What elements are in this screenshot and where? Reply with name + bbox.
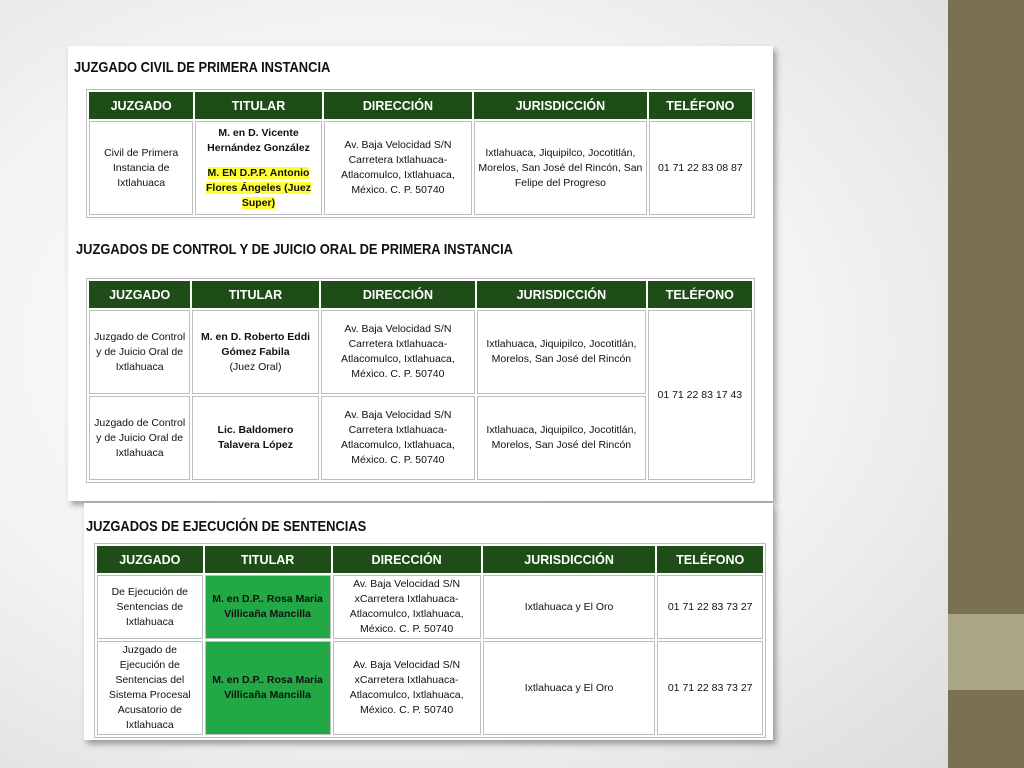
table-header-row — [89, 281, 752, 308]
table-header-row — [89, 92, 752, 119]
table-row — [97, 641, 763, 735]
header-jurisdiccion: JURISDICCIÓN — [474, 92, 647, 119]
cell-titular: Lic. Baldomero Talavera López — [192, 396, 318, 480]
header-juzgado: JUZGADO — [89, 281, 190, 308]
header-direccion: DIRECCIÓN — [324, 92, 472, 119]
cell-juzgado: De Ejecución de Sentencias de Ixtlahuaca — [97, 575, 203, 639]
titular-highlighted-name: M. EN D.P.P. Antonio Flores Ángeles (Juez Super) — [205, 166, 312, 209]
document-panel-upper — [68, 46, 773, 501]
header-telefono: TELÉFONO — [648, 281, 752, 308]
cell-titular — [195, 121, 321, 215]
table-row — [97, 575, 763, 639]
header-titular: TITULAR — [205, 546, 331, 573]
table-row — [89, 310, 752, 394]
section-title-civil: JUZGADO CIVIL DE PRIMERA INSTANCIA — [74, 59, 331, 76]
header-telefono: TELÉFONO — [657, 546, 763, 573]
titular-note: (Juez Oral) — [229, 360, 282, 373]
table-juzgado-civil — [86, 89, 755, 218]
titular-name: M. en D. Vicente Hernández González — [207, 126, 310, 154]
header-jurisdiccion: JURISDICCIÓN — [483, 546, 656, 573]
header-direccion: DIRECCIÓN — [333, 546, 481, 573]
cell-direccion: Av. Baja Velocidad S/N xCarretera Ixtlahuaca- Atlacomulco, Ixtlahuaca, México. C. P. 50740 — [333, 641, 481, 735]
cell-juzgado: Juzgado de Ejecución de Sentencias del Sistema Procesal Acusatorio de Ixtlahuaca — [97, 641, 203, 735]
header-jurisdiccion: JURISDICCIÓN — [477, 281, 646, 308]
section-title-ejecucion: JUZGADOS DE EJECUCIÓN DE SENTENCIAS — [86, 518, 367, 535]
header-titular: TITULAR — [192, 281, 318, 308]
header-juzgado: JUZGADO — [89, 92, 193, 119]
header-titular: TITULAR — [195, 92, 321, 119]
header-direccion: DIRECCIÓN — [321, 281, 475, 308]
cell-jurisdiccion: Ixtlahuaca y El Oro — [483, 575, 656, 639]
cell-telefono: 01 71 22 83 73 27 — [657, 575, 763, 639]
cell-telefono: 01 71 22 83 08 87 — [649, 121, 752, 215]
cell-juzgado: Juzgado de Control y de Juicio Oral de Ixtlahuaca — [89, 396, 190, 480]
cell-juzgado: Juzgado de Control y de Juicio Oral de Ixtlahuaca — [89, 310, 190, 394]
cell-jurisdiccion: Ixtlahuaca, Jiquipilco, Jocotitlán, Morelos, San José del Rincón — [477, 396, 646, 480]
cell-titular: M. en D.P.. Rosa Maria Villicaña Mancilla — [205, 641, 331, 735]
cell-direccion: Av. Baja Velocidad S/N xCarretera Ixtlahuaca- Atlacomulco, Ixtlahuaca, México. C. P. 50740 — [333, 575, 481, 639]
table-juzgados-control — [86, 278, 755, 483]
cell-direccion: Av. Baja Velocidad S/N Carretera Ixtlahuaca- Atlacomulco, Ixtlahuaca, México. C. P. 50740 — [324, 121, 472, 215]
cell-juzgado: Civil de Primera Instancia de Ixtlahuaca — [89, 121, 193, 215]
cell-jurisdiccion: Ixtlahuaca, Jiquipilco, Jocotitlán, Morelos, San José del Rincón, San Felipe del Progreso — [474, 121, 647, 215]
side-decoration-accent — [948, 614, 1024, 690]
document-panel-lower — [84, 503, 773, 740]
cell-telefono: 01 71 22 83 17 43 — [648, 310, 752, 480]
cell-jurisdiccion: Ixtlahuaca, Jiquipilco, Jocotitlán, Morelos, San José del Rincón — [477, 310, 646, 394]
cell-titular: M. en D.P.. Rosa Maria Villicaña Mancilla — [205, 575, 331, 639]
titular-name: M. en D. Roberto Eddi Gómez Fabila — [200, 330, 311, 358]
table-juzgados-ejecucion — [94, 543, 766, 738]
header-telefono: TELÉFONO — [649, 92, 752, 119]
cell-titular — [192, 310, 318, 394]
cell-telefono: 01 71 22 83 73 27 — [657, 641, 763, 735]
table-header-row — [97, 546, 763, 573]
header-juzgado: JUZGADO — [97, 546, 203, 573]
table-row — [89, 121, 752, 215]
cell-jurisdiccion: Ixtlahuaca y El Oro — [483, 641, 656, 735]
section-title-control-juicio-oral: JUZGADOS DE CONTROL Y DE JUICIO ORAL DE PRIMERA INSTANCIA — [76, 241, 513, 258]
cell-direccion: Av. Baja Velocidad S/N Carretera Ixtlahuaca- Atlacomulco, Ixtlahuaca, México. C. P. 50740 — [321, 396, 475, 480]
cell-direccion: Av. Baja Velocidad S/N Carretera Ixtlahuaca- Atlacomulco, Ixtlahuaca, México. C. P. 50740 — [321, 310, 475, 394]
